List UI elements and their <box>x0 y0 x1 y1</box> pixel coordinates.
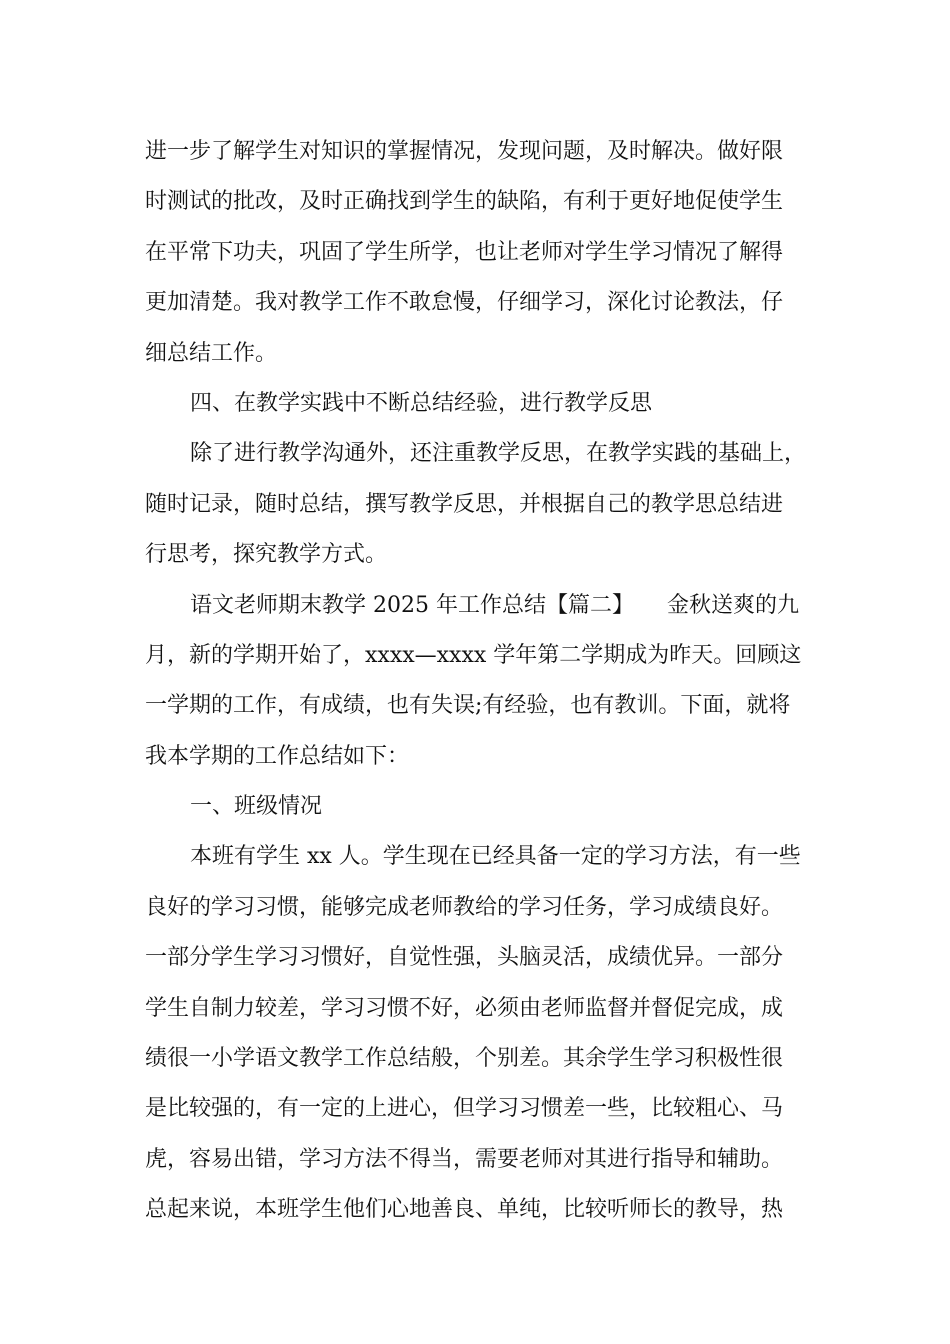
text-line: 绩很一小学语文教学工作总结般，个别差。其余学生学习积极性很 <box>145 1046 784 1072</box>
article-title-line: 语文老师期末教学 2025 年工作总结【篇二】 金秋送爽的九 <box>190 592 799 618</box>
text-line: 我本学期的工作总结如下： <box>145 743 410 769</box>
text-line: 随时记录，随时总结，撰写教学反思，并根据自己的教学思总结进 <box>145 491 784 517</box>
paragraph-start: 除了进行教学沟通外，还注重教学反思，在教学实践的基础上， <box>190 441 807 467</box>
text-line: 是比较强的，有一定的上进心，但学习习惯差一些，比较粗心、马 <box>145 1096 784 1122</box>
text-line: 进一步了解学生对知识的掌握情况，发现问题，及时解决。做好限 <box>145 139 784 164</box>
text-line: 良好的学习习惯，能够完成老师教给的学习任务，学习成绩良好。 <box>145 894 784 920</box>
text-line: 一学期的工作，有成绩，也有失误;有经验，也有教训。下面，就将 <box>145 693 791 719</box>
section-heading-four: 四、在教学实践中不断总结经验，进行教学反思 <box>190 390 653 416</box>
paragraph-start: 本班有学生 xx 人。学生现在已经具备一定的学习方法，有一些 <box>190 844 801 870</box>
text-line: 月，新的学期开始了，xxxx—xxxx 学年第二学期成为昨天。回顾这 <box>145 642 802 668</box>
text-line: 学生自制力较差，学习习惯不好，必须由老师监督并督促完成，成 <box>145 995 784 1021</box>
text-line: 一部分学生学习习惯好，自觉性强，头脑灵活，成绩优异。一部分 <box>145 945 784 971</box>
document-body <box>145 127 825 1236</box>
text-line: 时测试的批改，及时正确找到学生的缺陷，有利于更好地促使学生 <box>145 189 784 215</box>
text-line: 总起来说，本班学生他们心地善良、单纯，比较听师长的教导，热 <box>145 1197 784 1223</box>
text-line: 更加清楚。我对教学工作不敢怠慢，仔细学习，深化讨论教法，仔 <box>145 290 784 316</box>
section-heading-one: 一、班级情况 <box>190 794 323 820</box>
text-line: 行思考，探究教学方式。 <box>145 542 388 568</box>
text-line: 虎，容易出错，学习方法不得当，需要老师对其进行指导和辅助。 <box>145 1146 784 1172</box>
text-line: 细总结工作。 <box>145 340 278 366</box>
text-line: 在平常下功夫，巩固了学生所学，也让老师对学生学习情况了解得 <box>145 239 784 265</box>
